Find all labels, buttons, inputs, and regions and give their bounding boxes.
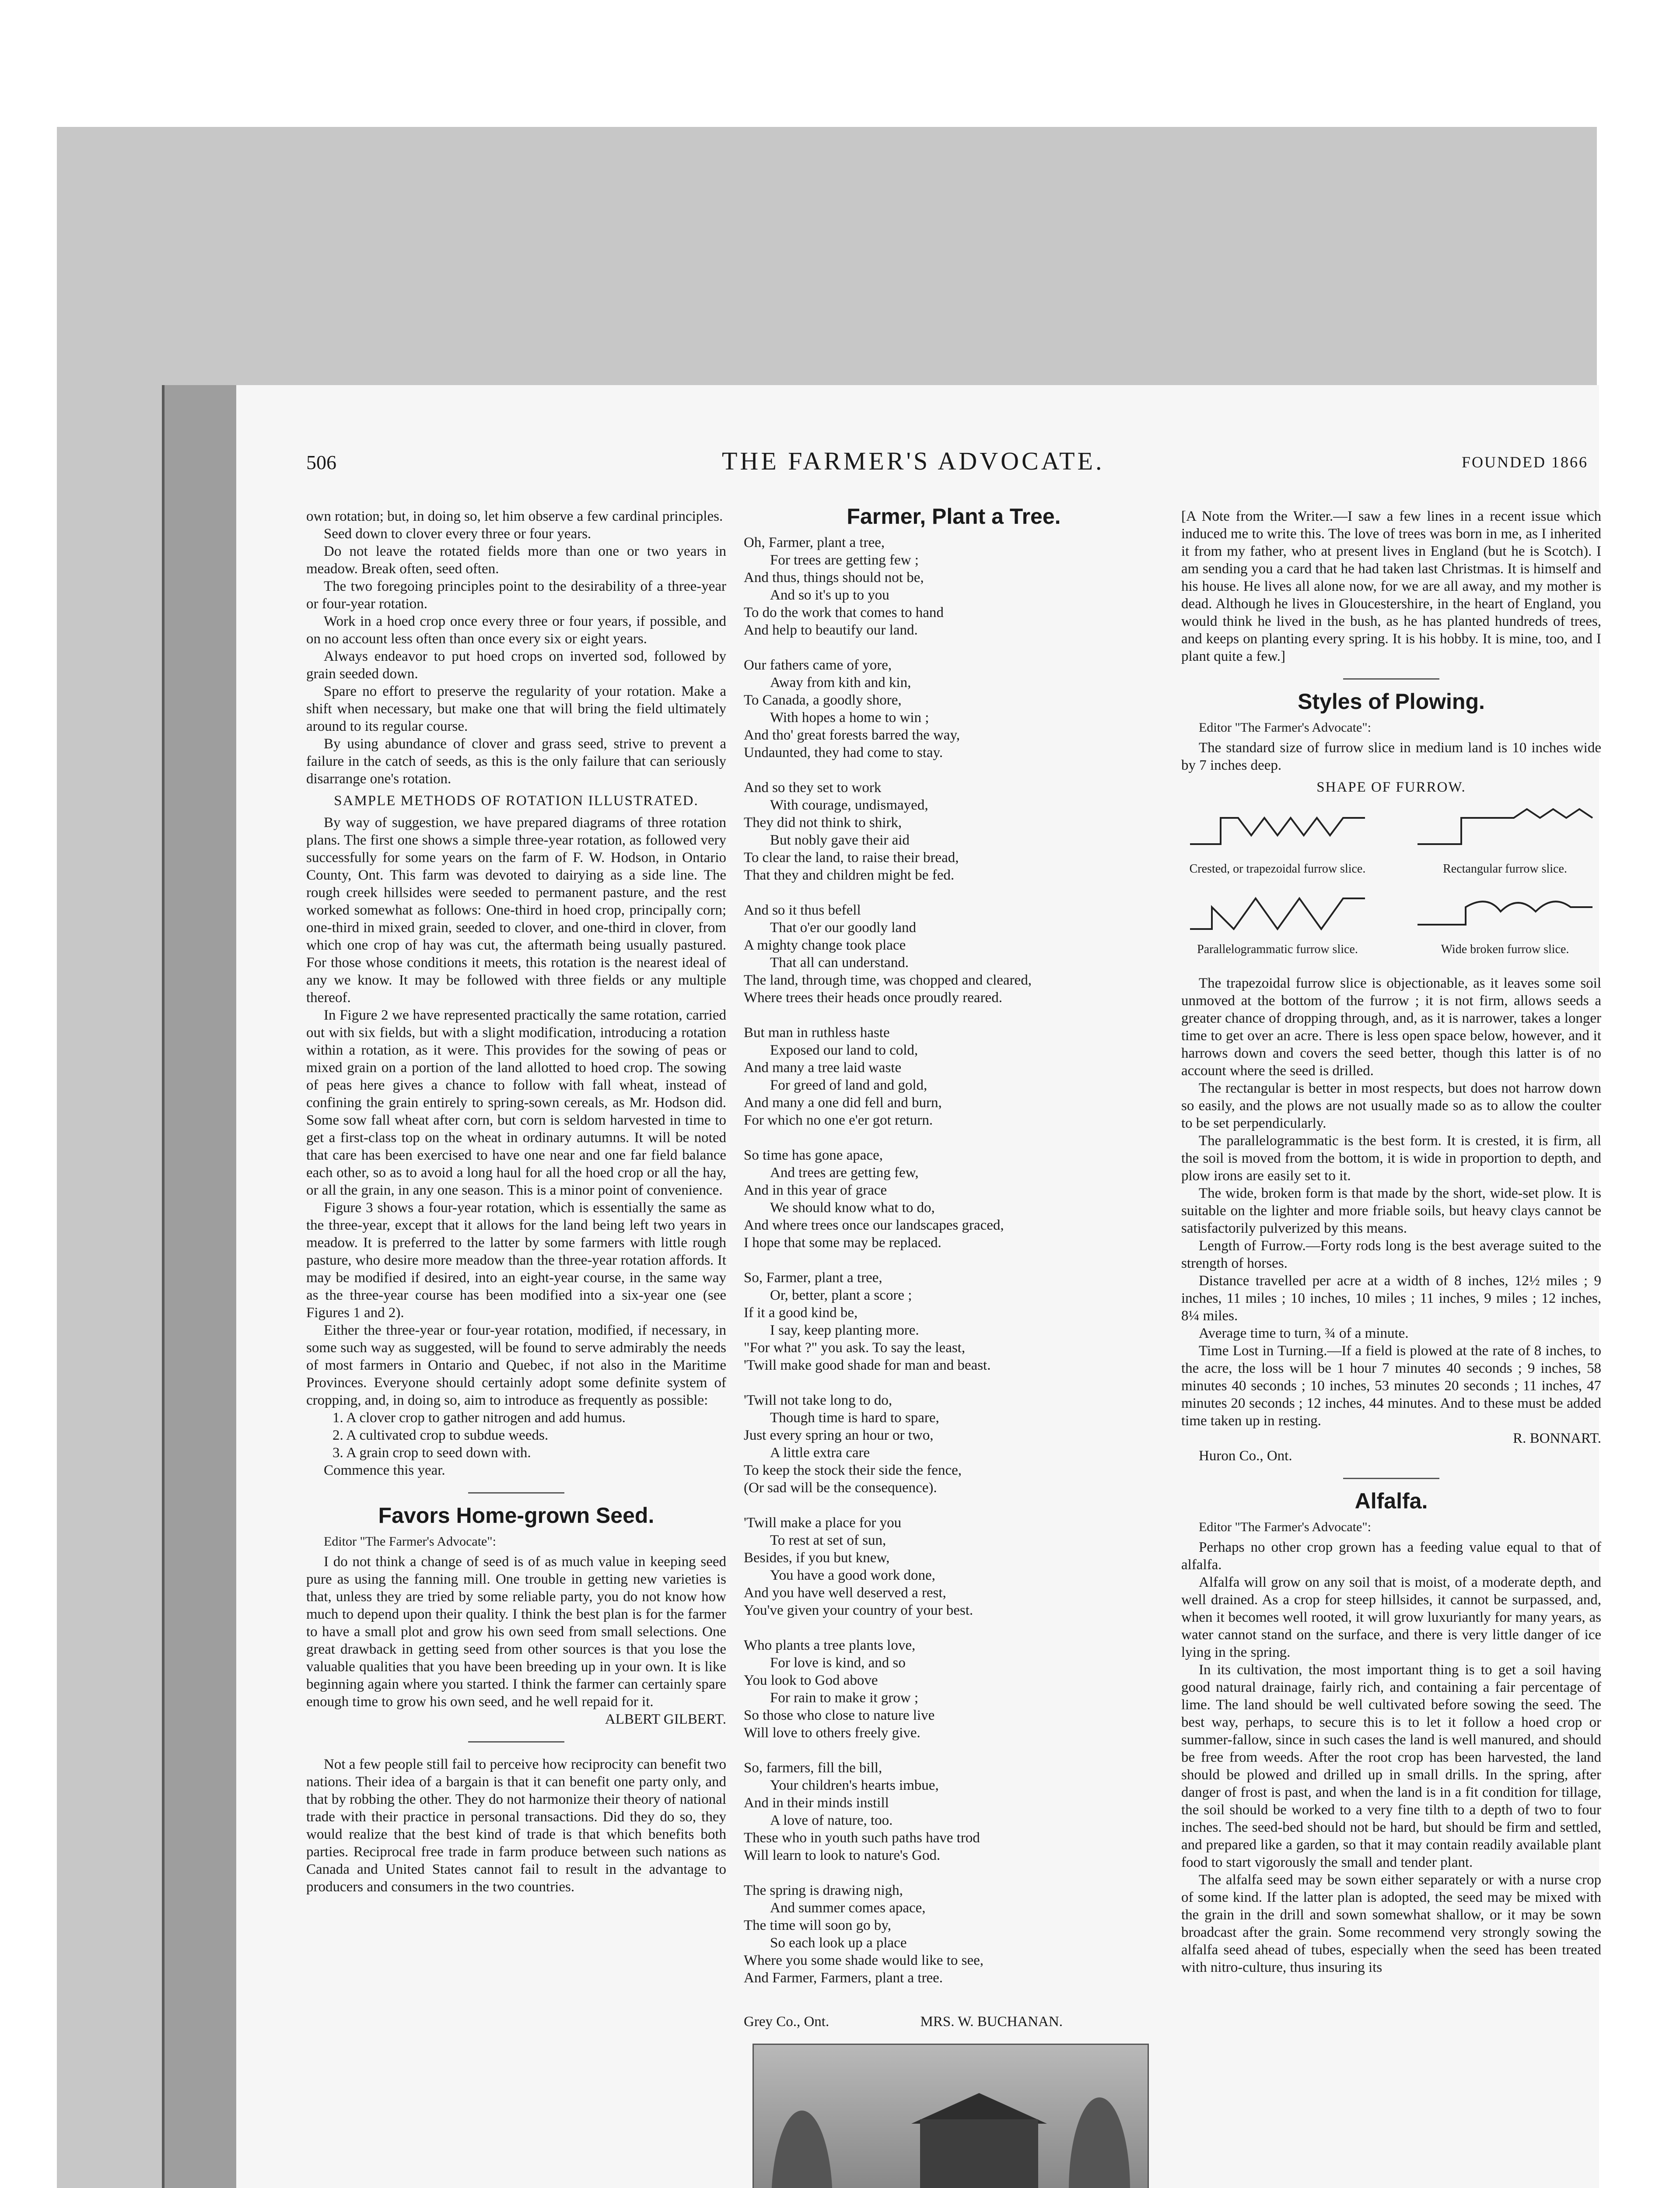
poem-line: For love is kind, and so (770, 1655, 906, 1671)
poem-line: Oh, Farmer, plant a tree, (744, 535, 885, 551)
paragraph: The alfalfa seed may be sown either separately or with a nurse crop of some kind. If the latter plan is adopted, the seed may be mixed with the grain in the drill and sown somewhat shallow, or it may be sown broadcast after the grain. Some recommend very strongly sowing the alfalfa seed ahead of tubes, especially when the seed has been treated with nitro-culture, thus insuring its (1181, 1872, 1601, 1975)
stanza-gap (744, 639, 1164, 656)
poem-line: The land, through time, was chopped and cleared, (744, 972, 1032, 988)
house-photograph (752, 2044, 1149, 2188)
poem-line: These who in youth such paths have trod (744, 1830, 980, 1846)
stanza-gap (744, 1252, 1164, 1269)
paragraph: Work in a hoed crop once every three or four years, if possible, and on no account less often than once every six or eight years. (306, 614, 726, 647)
stanza-gap (744, 1619, 1164, 1637)
poem-line: Will love to others freely give. (744, 1725, 920, 1741)
divider (468, 1741, 564, 1743)
divider (1343, 1478, 1439, 1479)
article-title-plowing: Styles of Plowing. (1298, 689, 1485, 714)
stanza-gap (744, 1129, 1164, 1147)
poem-line: And so they set to work (744, 780, 882, 796)
paragraph: Either the three-year or four-year rotation, modified, if necessary, in some such way as suggested, will be found to serve admirably the needs of most farmers in Ontario and Quebec, if not also in the Maritime Provinces. Everyone should certainly adopt some definite system of cropping, and, in doing so, aim to introduce as frequently as possible: (306, 1322, 726, 1408)
poem-line: And so it thus befell (744, 902, 861, 918)
poem-line: To rest at set of sun, (770, 1532, 886, 1548)
furrow-wide-broken (1409, 885, 1601, 957)
stanza-gap (744, 1374, 1164, 1392)
poem-line: And so it's up to you (770, 587, 889, 603)
stanza-gap (744, 884, 1164, 901)
furrow-trapezoidal (1181, 805, 1374, 877)
poem-line: With courage, undismayed, (770, 797, 928, 813)
poem-line: You have a good work done, (770, 1567, 935, 1583)
tree-shape (771, 2111, 833, 2188)
column-middle (744, 504, 1164, 2188)
house-shape (920, 2119, 1038, 2188)
page-header (306, 447, 1597, 486)
stanza-gap (744, 1742, 1164, 1759)
paragraph: Alfalfa will grow on any soil that is moist, of a moderate depth, and well drained. As a crop for steep hillsides, it cannot be surpassed, and, when it becomes well rooted, it will grow luxuriantly for many years, as water cannot stand on the surface, and there is very little danger of ice lying in the spring. (1181, 1574, 1601, 1660)
furrow-label: Rectangular furrow slice. (1443, 862, 1567, 876)
stanza-gap (744, 1006, 1164, 1024)
divider (468, 1492, 564, 1494)
column-right (1181, 508, 1601, 1976)
poem-line: And summer comes apace, (770, 1900, 926, 1916)
poem-line: So, Farmer, plant a tree, (744, 1270, 882, 1286)
poem-line: That o'er our goodly land (770, 920, 917, 936)
paragraph: own rotation; but, in doing so, let him observe a few cardinal principles. (306, 508, 723, 524)
paragraph: Do not leave the rotated fields more than one or two years in meadow. Break often, seed often. (306, 543, 726, 577)
poem-line: 'Twill make good shade for man and beast. (744, 1357, 991, 1373)
paragraph: Average time to turn, ¾ of a minute. (1199, 1325, 1409, 1341)
article-title-alfalfa: Alfalfa. (1354, 1489, 1428, 1513)
page-number: 506 (306, 451, 336, 473)
poem-line: To do the work that comes to hand (744, 605, 944, 621)
poem-line: So, farmers, fill the bill, (744, 1760, 882, 1776)
paragraph: The two foregoing principles point to the desirability of a three-year or four-year rotation. (306, 579, 726, 612)
poem-line: With hopes a home to win ; (770, 710, 929, 726)
poem-line: So those who close to nature live (744, 1708, 935, 1723)
paragraph: The trapezoidal furrow slice is objectionable, as it leaves some soil unmoved at the bottom of the furrow ; it is not firm, allows seeds a greater chance of dropping through, and, as it is narrower, takes a longer time to get over an acre. There is less open space below, however, and it harrows down and covers the seed better, though this latter is of no account where the seed is drilled. (1181, 975, 1601, 1079)
paragraph: Commence this year. (324, 1462, 445, 1478)
poem-line: I hope that some may be replaced. (744, 1235, 942, 1251)
list-item: 2. A cultivated crop to subdue weeds. (332, 1427, 549, 1443)
poem-line: Who plants a tree plants love, (744, 1637, 916, 1653)
poem-line: So time has gone apace, (744, 1147, 883, 1163)
poem-line: A mighty change took place (744, 937, 906, 953)
paragraph: In its cultivation, the most important thing is to get a soil having good natural drainage, fairly rich, and containing a fair percentage of lime. The land should be well cultivated before sowing the seed. The best way, perhaps, to secure this is to let it follow a hoed crop or summer-fallow, since in such cases the land is well manured, and should be free from weeds. After the root crop has been harvested, the land should be plowed and drilled up in small drills. In the spring, after danger of frost is past, and when the land is in a fit condition for tillage, the soil should be worked to a very fine tilth to a depth of two to four inches. The seed-bed should not be hard, but should be firm and settled, and prepared like a garden, so that it may contain readily available plant food to start vigorously the small and tender plant. (1181, 1662, 1601, 1870)
editor-line: Editor "The Farmer's Advocate": (324, 1534, 496, 1549)
poem-line: That all can understand. (770, 955, 909, 971)
poem-line: "For what ?" you ask. To say the least, (744, 1340, 966, 1356)
list-item: 3. A grain crop to seed down with. (332, 1445, 531, 1461)
poem-line: Where trees their heads once proudly reared. (744, 990, 1002, 1006)
paragraph: Time Lost in Turning.—If a field is plowed at the rate of 8 inches, to the acre, the loss will be 1 hour 7 minutes 40 seconds ; 9 inches, 58 minutes 40 seconds ; 10 inches, 53 minutes 20 seconds ; 11 inches, 47 minutes 20 seconds ; 12 inches, 44 minutes. And to these must be added time taken up in resting. (1181, 1343, 1601, 1429)
poem-line: We should know what to do, (770, 1200, 935, 1216)
signature-place: Huron Co., Ont. (1199, 1448, 1292, 1464)
signature: ALBERT GILBERT. (605, 1711, 726, 1727)
poem-title: Farmer, Plant a Tree. (847, 504, 1061, 529)
stanza-gap (744, 761, 1164, 779)
furrow-label: Wide broken furrow slice. (1441, 943, 1569, 956)
poem-line: Though time is hard to spare, (770, 1410, 939, 1426)
poem-line: 'Twill not take long to do, (744, 1392, 892, 1408)
masthead: THE FARMER'S ADVOCATE. (722, 447, 1105, 475)
poem-line: The time will soon go by, (744, 1918, 891, 1933)
writer-note: [A Note from the Writer.—I saw a few lines in a recent issue which induced me to write this. The love of trees was born in me, as I inherited it from my father, who at present lives in England (but he is Scotch). I am sending you a card that he had taken last Christmas. It is himself and his house. He lives all alone now, for we are all away, and my mother is dead. Although he lives in Gloucestershire, in the heart of England, you would think he lived in the bush, as he has planted hundreds of trees, and keeps on planting every spring. It is his hobby. It is mine, too, and I plant quite a few.] (1181, 508, 1601, 664)
furrow-rectangular (1409, 805, 1601, 877)
poem-line: Will learn to look to nature's God. (744, 1848, 941, 1863)
poem-line: And Farmer, Farmers, plant a tree. (744, 1970, 943, 1986)
paragraph: By way of suggestion, we have prepared diagrams of three rotation plans. The first one shows a simple three-year rotation, as followed very successfully for some years on the farm of F. W. Hodson, in Ontario County, Ont. This farm was devoted to dairying as a side line. The rough creek hillsides were seeded to permanent pasture, and the rest worked somewhat as follows: One-third in hoed crop, principally corn; one-third in mixed grain, seeded to clover, and one-third in clover, from which one crop of hay was cut, the aftermath being usually pastured. For those whose conditions it meets, this rotation is the nearest ideal of any we know. It may be followed with three fields or any multiple thereof. (306, 815, 726, 1006)
poem-line: Exposed our land to cold, (770, 1042, 918, 1058)
stanza-gap (744, 1864, 1164, 1882)
founded-date: FOUNDED 1866 (1461, 453, 1588, 471)
poem-line: To keep the stock their side the fence, (744, 1462, 962, 1478)
poem-line: They did not think to shirk, (744, 815, 902, 831)
paragraph: I do not think a change of seed is of as much value in keeping seed pure as using the fanning mill. One trouble in getting new varieties is that, unless they are tried by some reliable party, you do not know how much to depend upon their quality. I think the best plan is for the farmer to have a small plot and grow his own seed from small selections. One great drawback in getting seed from other sources is that you lose the valuable qualities that you have been breeding up in your own. It is like beginning again where you started. I think the farmer can certainly spare enough time to grow his own seed, and he well repaid for it. (306, 1554, 726, 1710)
poem-line: That they and children might be fed. (744, 867, 955, 883)
poem-line: For greed of land and gold, (770, 1077, 928, 1093)
poem-line: And trees are getting few, (770, 1165, 919, 1181)
poem-signature (744, 2013, 1164, 2030)
figure-heading: SHAPE OF FURROW. (1316, 779, 1466, 795)
poem-line: For which no one e'er got return. (744, 1112, 933, 1128)
poem-line: A little extra care (770, 1445, 870, 1461)
editor-line: Editor "The Farmer's Advocate": (1199, 720, 1371, 735)
furrow-parallelogram (1181, 885, 1374, 957)
poem-line: Or, better, plant a score ; (770, 1287, 912, 1303)
furrow-rectangular-diagram (1413, 805, 1597, 857)
paragraph: Not a few people still fail to perceive how reciprocity can benefit two nations. Their idea of a bargain is that it can benefit one party only, and that by robbing the other. They do not harmonize their theory of national trade with their practice in personal transactions. Did they do so, they would realize that the best kind of trade is that which benefits both parties. Reciprocal free trade in farm produce between such nations as Canada and United States cannot fail to result in the advantage to producers and consumers in the two countries. (306, 1757, 726, 1895)
poem-line: But nobly gave their aid (770, 832, 910, 848)
furrow-label: Parallelogrammatic furrow slice. (1197, 943, 1358, 956)
poem-line: Your children's hearts imbue, (770, 1778, 939, 1793)
poem-line: You look to God above (744, 1673, 878, 1688)
poem-line: You've given your country of your best. (744, 1602, 973, 1618)
poem-line: But man in ruthless haste (744, 1025, 890, 1041)
poem-line: For rain to make it grow ; (770, 1690, 919, 1706)
poem-line: And where trees once our landscapes graced, (744, 1217, 1004, 1233)
paragraph: The wide, broken form is that made by the short, wide-set plow. It is suitable on the lighter and more friable soils, but heavy clays cannot be satisfactorily pulverized by this means. (1181, 1185, 1601, 1236)
paragraph: The parallelogrammatic is the best form. It is crested, it is firm, all the soil is moved from the bottom, it is wide in proportion to depth, and plow irons are easily set to it. (1181, 1133, 1601, 1184)
poem-line: To Canada, a goodly shore, (744, 692, 902, 708)
paragraph: Distance travelled per acre at a width of 8 inches, 12½ miles ; 9 inches, 11 miles ; 10 inches, 10 miles ; 11 inches, 9 miles ; 12 inches, 8¼ miles. (1181, 1273, 1601, 1324)
paragraph: By using abundance of clover and grass seed, strive to prevent a failure in the catch of seeds, as this is the only failure that can seriously disarrange one's rotation. (306, 736, 726, 787)
poem-line: 'Twill make a place for you (744, 1515, 902, 1531)
poem-line: If it a good kind be, (744, 1305, 858, 1321)
poem-line: I say, keep planting more. (770, 1322, 919, 1338)
poem-body (744, 534, 1164, 2004)
paragraph: Always endeavor to put hoed crops on inverted sod, followed by grain seeded down. (306, 649, 726, 682)
signature-place: Grey Co., Ont. (744, 2014, 830, 2030)
poem-line: And many a tree laid waste (744, 1060, 902, 1076)
poem-line: For trees are getting few ; (770, 552, 919, 568)
poem-line: Besides, if you but knew, (744, 1550, 890, 1566)
section-subhead: SAMPLE METHODS OF ROTATION ILLUSTRATED. (334, 793, 699, 809)
poem-line: A love of nature, too. (770, 1813, 893, 1828)
list-item: 1. A clover crop to gather nitrogen and add humus. (332, 1410, 626, 1426)
editor-line: Editor "The Farmer's Advocate": (1199, 1520, 1371, 1534)
poem-line: And help to beautify our land. (744, 622, 918, 638)
signature: R. BONNART. (1513, 1431, 1601, 1446)
tree-shape (1069, 2097, 1130, 2188)
column-left (306, 508, 726, 1896)
stanza-gap (744, 1987, 1164, 2004)
poem-line: So each look up a place (770, 1935, 907, 1951)
stanza-gap (744, 1497, 1164, 1514)
furrow-wide-broken-diagram (1413, 885, 1597, 938)
paragraph: Seed down to clover every three or four years. (324, 526, 592, 542)
poem-line: And many a one did fell and burn, (744, 1095, 942, 1111)
poem-line: And you have well deserved a rest, (744, 1585, 946, 1601)
paragraph: Perhaps no other crop grown has a feeding value equal to that of alfalfa. (1181, 1539, 1601, 1573)
poem-line: And in their minds instill (744, 1795, 889, 1811)
paragraph: The rectangular is better in most respects, but does not harrow down so easily, and the plows are not usually made so as to allow the coulter to be set perpendicularly. (1181, 1080, 1601, 1131)
paragraph: Spare no effort to preserve the regularity of your rotation. Make a shift when necessary, but make one that will bring the field ultimately around to its regular course. (306, 684, 726, 734)
paragraph: In Figure 2 we have represented practically the same rotation, carried out with six fields, but with a slight modification, introducing a rotation within a rotation, as it were. This provides for the sowing of peas or mixed grain on a portion of the land allotted to hoed crop. The sowing of peas here gives a chance to follow with fall wheat, instead of confining the grain entirely to spring-sown cereals, as Mr. Hodson did. Some sow fall wheat after corn, but corn is seldom harvested in time to get a first-class top on the wheat in ordinary autumns. It will be noted that care has been exercised to have one near and one far field balance each other, so as to avoid a long haul for all the hoed crop or all the hay, or all the grain, in any one season. This is a minor point of convenience. (306, 1007, 726, 1198)
article-title-seed: Favors Home-grown Seed. (378, 1503, 654, 1528)
furrow-parallelogram-diagram (1186, 885, 1369, 938)
poem-line: Away from kith and kin, (770, 675, 911, 691)
poem-line: And thus, things should not be, (744, 570, 924, 586)
paragraph: The standard size of furrow slice in medium land is 10 inches wide by 7 inches deep. (1181, 740, 1601, 773)
furrow-diagrams (1181, 805, 1601, 966)
paragraph: Length of Furrow.—Forty rods long is the best average suited to the strength of horses. (1181, 1238, 1601, 1271)
poem-line: And in this year of grace (744, 1182, 887, 1198)
poem-line: Where you some shade would like to see, (744, 1953, 984, 1968)
furrow-label: Crested, or trapezoidal furrow slice. (1189, 862, 1366, 876)
divider (1343, 678, 1439, 680)
paragraph: Figure 3 shows a four-year rotation, which is essentially the same as the three-year, except that it allows for the land being left two years in meadow. It is preferred to the latter by some farmers with little rough pasture, who desire more meadow than the three-year rotation affords. It may be modified if desired, into an eight-year course, in the same way as the three-year course has been modified into a six-year one (see Figures 1 and 2). (306, 1200, 726, 1321)
poem-line: (Or sad will be the consequence). (744, 1480, 937, 1496)
book-page-edges (162, 385, 239, 2188)
poem-line: Undaunted, they had come to stay. (744, 745, 943, 761)
poem-line: And tho' great forests barred the way, (744, 727, 960, 743)
poem-line: Just every spring an hour or two, (744, 1427, 934, 1443)
poem-line: Our fathers came of yore, (744, 657, 892, 673)
signature-name: MRS. W. BUCHANAN. (920, 2014, 1063, 2030)
poem-line: To clear the land, to raise their bread, (744, 850, 959, 866)
furrow-trapezoidal-diagram (1186, 805, 1369, 857)
poem-line: The spring is drawing nigh, (744, 1883, 903, 1898)
